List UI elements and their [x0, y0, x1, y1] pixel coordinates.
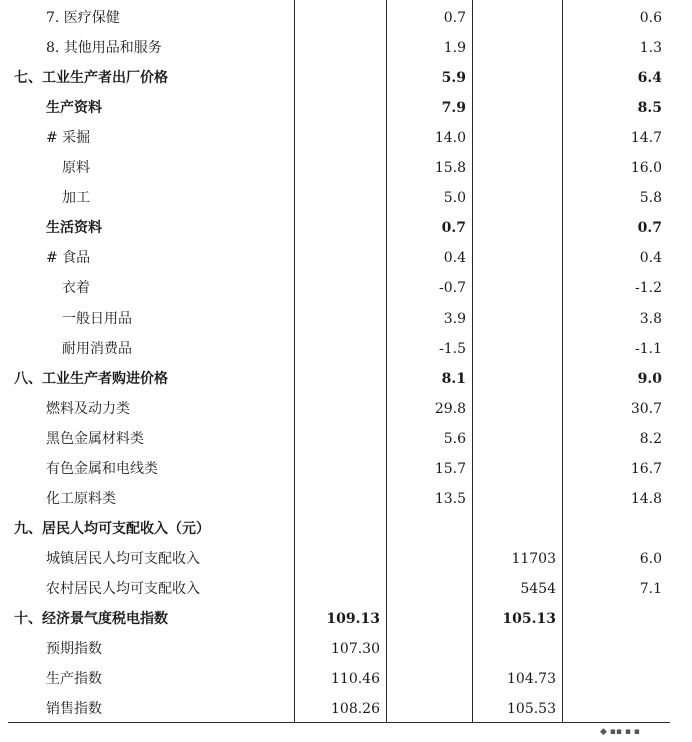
value-cell-c2: 1.9: [443, 40, 466, 57]
value-cell-c4: 0.4: [639, 250, 662, 267]
value-cell-c4: -1.2: [635, 280, 662, 297]
table-row: [0, 63, 692, 93]
row-label: # 食品: [46, 250, 91, 267]
row-label: 生产资料: [46, 100, 102, 117]
table-row: [0, 33, 692, 63]
value-cell-c3: 5454: [520, 580, 556, 597]
table-row: [0, 304, 692, 334]
table-row: [0, 514, 692, 544]
row-label: 城镇居民人均可支配收入: [46, 550, 200, 567]
watermark-mark: ◆ ▪▪ ▪ ▪: [600, 727, 640, 737]
value-cell-c2: 15.7: [434, 460, 466, 477]
row-label: 加工: [62, 190, 90, 207]
table-row: [0, 544, 692, 574]
value-cell-c2: 0.4: [443, 250, 466, 267]
value-cell-c2: 15.8: [434, 160, 466, 177]
value-cell-c1: 110.46: [331, 671, 380, 688]
row-label: 预期指数: [46, 641, 102, 658]
value-cell-c2: 0.7: [441, 220, 466, 237]
value-cell-c2: 7.9: [441, 100, 466, 117]
table-row: [0, 394, 692, 424]
table-row: [0, 364, 692, 394]
value-cell-c2: 8.1: [441, 370, 466, 387]
value-cell-c2: 13.5: [434, 490, 466, 507]
row-label: 九、居民人均可支配收入（元）: [14, 520, 210, 537]
row-label: 8. 其他用品和服务: [46, 40, 162, 57]
value-cell-c2: -1.5: [439, 340, 466, 357]
table-row: [0, 3, 692, 33]
table-row: [0, 664, 692, 694]
row-label: 燃料及动力类: [46, 400, 130, 417]
value-cell-c2: 5.6: [443, 430, 466, 447]
value-cell-c3: 105.13: [502, 611, 556, 627]
table-row: [0, 634, 692, 664]
value-cell-c4: 5.8: [639, 190, 662, 207]
value-cell-c4: 1.3: [639, 40, 662, 57]
value-cell-c3: 105.53: [507, 701, 556, 718]
value-cell-c1: 109.13: [326, 611, 380, 627]
row-label: 十、经济景气度税电指数: [14, 611, 168, 627]
table-row: [0, 123, 692, 153]
value-cell-c2: -0.7: [439, 280, 466, 297]
value-cell-c4: 0.6: [639, 10, 662, 26]
value-cell-c4: 6.4: [637, 70, 662, 87]
row-label: 七、工业生产者出厂价格: [14, 70, 168, 87]
value-cell-c4: 6.0: [639, 550, 662, 567]
row-label: 八、工业生产者购进价格: [14, 370, 168, 387]
table-row: [0, 93, 692, 123]
table-row: [0, 484, 692, 514]
value-cell-c1: 108.26: [331, 701, 380, 718]
value-cell-c4: 8.2: [639, 430, 662, 447]
value-cell-c4: 9.0: [637, 370, 662, 387]
table-row: [0, 454, 692, 484]
table-row: [0, 334, 692, 364]
row-label: 耐用消费品: [62, 340, 132, 357]
table-row: [0, 574, 692, 604]
value-cell-c4: 0.7: [637, 220, 662, 237]
value-cell-c2: 0.7: [443, 10, 466, 26]
value-cell-c4: 16.7: [630, 460, 662, 477]
value-cell-c2: 14.0: [434, 130, 466, 147]
value-cell-c2: 3.9: [443, 310, 466, 327]
table-row: [0, 213, 692, 243]
value-cell-c4: 14.8: [630, 490, 662, 507]
table-row: [0, 243, 692, 273]
value-cell-c4: 16.0: [630, 160, 662, 177]
row-label: 黑色金属材料类: [46, 430, 144, 447]
value-cell-c3: 104.73: [507, 671, 556, 688]
table-row: [0, 273, 692, 303]
value-cell-c2: 29.8: [434, 400, 466, 417]
row-label: 有色金属和电线类: [46, 460, 158, 477]
table-row: [0, 694, 692, 724]
table-row: [0, 424, 692, 454]
value-cell-c2: 5.9: [441, 70, 466, 87]
row-label: 农村居民人均可支配收入: [46, 580, 200, 597]
row-label: 衣着: [62, 280, 90, 297]
table-row: [0, 183, 692, 213]
row-label: 7. 医疗保健: [46, 10, 120, 26]
value-cell-c3: 11703: [511, 550, 556, 567]
value-cell-c1: 107.30: [331, 641, 380, 658]
table-row: [0, 604, 692, 634]
row-label: # 采掘: [46, 130, 91, 147]
table-row: [0, 153, 692, 183]
row-label: 生活资料: [46, 220, 102, 237]
value-cell-c4: 3.8: [639, 310, 662, 327]
row-label: 化工原料类: [46, 490, 116, 507]
value-cell-c4: -1.1: [635, 340, 662, 357]
row-label: 原料: [62, 160, 90, 177]
value-cell-c4: 14.7: [630, 130, 662, 147]
value-cell-c4: 7.1: [639, 580, 662, 597]
value-cell-c4: 8.5: [637, 100, 662, 117]
value-cell-c4: 30.7: [630, 400, 662, 417]
row-label: 销售指数: [46, 701, 102, 718]
row-label: 生产指数: [46, 671, 102, 688]
value-cell-c2: 5.0: [443, 190, 466, 207]
row-label: 一般日用品: [62, 310, 132, 327]
